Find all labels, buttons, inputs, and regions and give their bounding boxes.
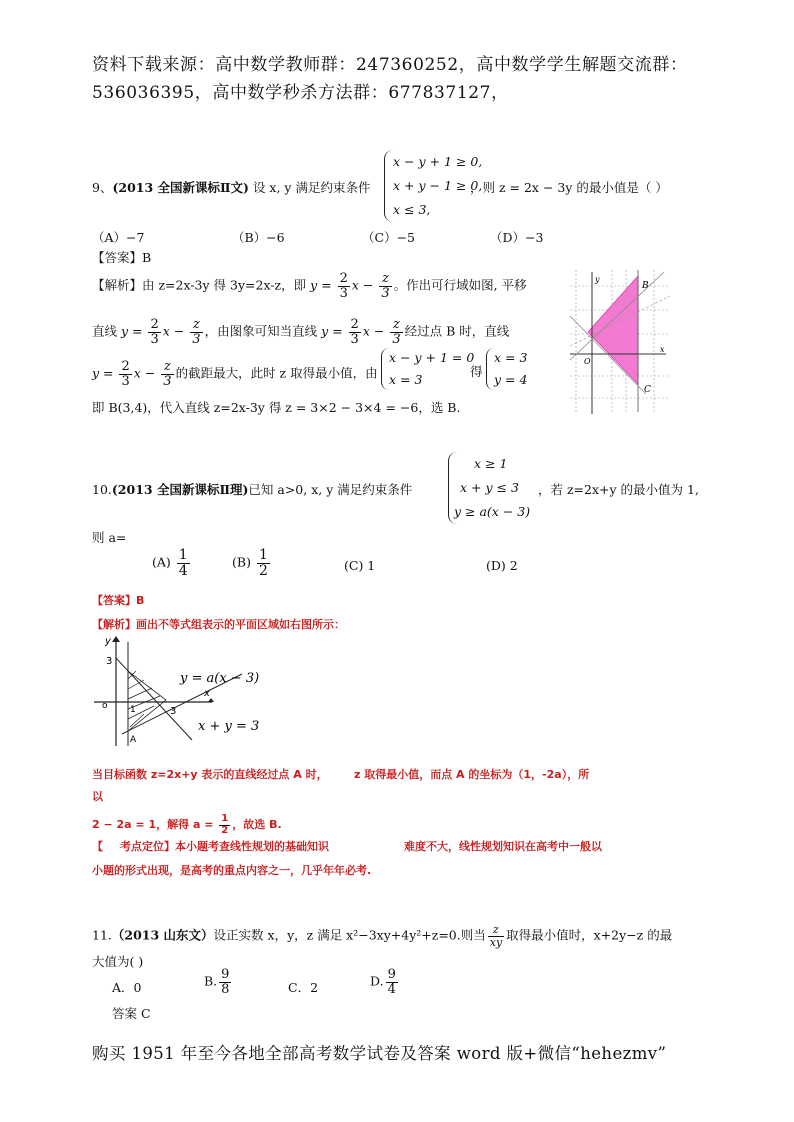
header-line-1: 资料下载来源：高中数学教师群：247360252，高中数学学生解题交流群：	[92, 55, 688, 75]
header-line-2: 536036395，高中数学秒杀方法群：677837127，	[92, 83, 509, 103]
q10-red-line-4c: 难度不大，线性规划知识在高考中一般以	[404, 840, 602, 853]
q9-explain-1-tail: 。作出可行域如图, 平移	[393, 277, 527, 293]
q10-red-line-4b: 考点定位】本小题考查线性规划的基础知识	[120, 840, 329, 853]
q9-stem-tail: ，则 z = 2x − 3y 的最小值是（ ）	[470, 180, 668, 195]
q11-stem-c: 大值为( )	[92, 954, 144, 969]
q10-red-line-5: 小题的形式出现，是高考的重点内容之一，几乎年年必考.	[92, 864, 372, 877]
q9-sys1-eq1: x − y + 1 = 0	[389, 350, 475, 365]
q10-constraint-2: x + y ≤ 3	[460, 480, 519, 495]
y-arrow	[112, 636, 120, 642]
q10-answer: 【答案】B	[92, 594, 145, 607]
q10-option-d: (D) 2	[486, 558, 518, 573]
q10-red-line-3: 2 − 2a = 1，解得 a = $\frac{1}{2}$ ，故选 B.	[92, 813, 282, 836]
q11-option-c: C．2	[288, 980, 319, 995]
tick-3-y: 3	[106, 656, 113, 667]
q11-option-a: A．0	[112, 980, 142, 995]
q10-stem-text: 已知 a>0, x, y 满足约束条件	[248, 482, 413, 497]
q10-explain-heading: 【解析】画出不等式组表示的平面区域如右图所示：	[92, 618, 345, 631]
q11-stem	[92, 924, 672, 948]
q10-option-c: (C) 1	[344, 558, 376, 573]
var-x: x	[351, 277, 359, 293]
q9-option-d: （D）−3	[490, 230, 544, 245]
q9-explain-1-text: 【解析】由 z=2x-3y 得 3y=2x-z，即	[92, 277, 307, 293]
q10-red-line-1: 当目标函数 z=2x+y 表示的直线经过点 A 时，	[92, 768, 328, 781]
q9-answer: 【答案】B	[92, 250, 152, 265]
q9-feasible-region-graph	[566, 266, 674, 416]
q10-red-line-1b: z 取得最小值，而点 A 的坐标为（1，-2a），所	[354, 768, 590, 781]
q9-system2-brace	[486, 348, 494, 390]
frac-z-thirds: $\frac{z}{3}$	[381, 271, 390, 301]
q11-number: 11.	[92, 927, 112, 943]
q9-explain-2: 直线 y = $\frac{2}{3}$ x − $\frac{z}{3}$ ，由图象可知当直线 y = $\frac{2}{3}$ x − $\frac{z}{3}$ 经过点 B 时，直线	[92, 317, 510, 347]
footer-purchase-note: 购买 1951 年至今各地全部高考数学试卷及答案 word 版+微信“hehezmv”	[92, 1044, 667, 1063]
q10-constraint-3: y ≥ a(x − 3)	[454, 504, 531, 519]
x-label: x	[204, 688, 210, 699]
point-a: A	[130, 735, 137, 745]
point-c-label: C	[644, 385, 651, 395]
var-y: y	[310, 277, 318, 293]
feasible-region	[588, 276, 638, 384]
q10-stem	[92, 480, 412, 498]
hatching	[128, 671, 160, 727]
q11-answer: 答案 C	[112, 1006, 151, 1021]
origin: o	[102, 701, 108, 711]
q9-option-b: （B）−6	[232, 230, 285, 245]
frac-z-over-xy: $\frac{z}{xy}$	[489, 923, 503, 949]
q10-stem-tail: ，若 z=2x+y 的最小值为 1,	[538, 482, 699, 497]
q9-stem	[92, 178, 370, 196]
origin-label: O	[584, 357, 591, 366]
q10-red-line-4a: 【	[92, 840, 103, 853]
q11-option-b: B. $\frac{9}{8}$	[204, 967, 230, 997]
q10-number: 10.	[92, 482, 112, 497]
y-axis-label: y	[595, 275, 600, 284]
x-axis-label: x	[660, 345, 665, 354]
q10-option-b: (B) $\frac{1}{2}$	[232, 547, 268, 579]
q9-brace	[384, 150, 393, 222]
q11-option-d: D. $\frac{9}{4}$	[370, 967, 396, 997]
point-b-label: B	[642, 281, 649, 291]
q11-stem-a: 设正实数 x，y，z 满足 x²−3xy+4y²+z=0.则当	[213, 927, 486, 943]
q9-constraint-2: x + y − 1 ≥ 0,	[393, 178, 483, 193]
q9-explain-3: y = $\frac{2}{3}$ x − $\frac{z}{3}$ 的截距最大，此时 z 取得最小值，由	[92, 359, 378, 389]
q10-stem-c: 则 a=	[92, 530, 127, 545]
q11-source: （2013 山东文）	[111, 927, 214, 943]
frac-two-thirds: $\frac{2}{3}$	[339, 271, 348, 301]
q11-stem-b: 取得最小值时，x+2y−z 的最	[506, 927, 673, 943]
q9-sys2-eq2: y = 4	[494, 372, 528, 387]
q9-stem-text: 设 x, y 满足约束条件	[252, 180, 371, 195]
q9-number: 9、	[92, 180, 113, 195]
line-label-y-a: y = a(x − 3)	[180, 671, 260, 686]
q9-system-brace	[381, 348, 389, 390]
q9-explain-1: 【解析】由 z=2x-3y 得 3y=2x-z，即 y = $\frac{2}{3}$ x − $\frac{z}{3}$ 。作出可行域如图, 平移	[92, 271, 527, 301]
q9-option-c: （C）−5	[362, 230, 415, 245]
q10-constraint-1: x ≥ 1	[474, 456, 508, 471]
q9-sys2-eq1: x = 3	[494, 350, 528, 365]
q9-constraint-1: x − y + 1 ≥ 0,	[393, 154, 483, 169]
q10-red-line-2: 以	[92, 790, 103, 803]
q9-option-a: （A）−7	[92, 230, 145, 245]
q9-explain-4: 即 B(3,4)，代入直线 z=2x-3y 得 z = 3×2 − 3×4 = −6，选 B.	[92, 400, 461, 415]
line-label-x-y: x + y = 3	[198, 719, 260, 734]
q10-option-a: (A) $\frac{1}{4}$	[152, 547, 188, 579]
q9-constraint-3: x ≤ 3,	[393, 202, 431, 217]
q9-de: 得	[470, 364, 483, 379]
y-label: y	[105, 636, 111, 647]
tick-3-x: 3	[170, 706, 177, 717]
q9-sys1-eq2: x = 3	[389, 372, 423, 387]
tick-1: 1	[130, 705, 136, 715]
q10-source: (2013 全国新课标Ⅱ理)	[111, 482, 249, 497]
q9-source: (2013 全国新课标Ⅱ文)	[112, 180, 249, 195]
q10-region-graph	[92, 634, 262, 750]
